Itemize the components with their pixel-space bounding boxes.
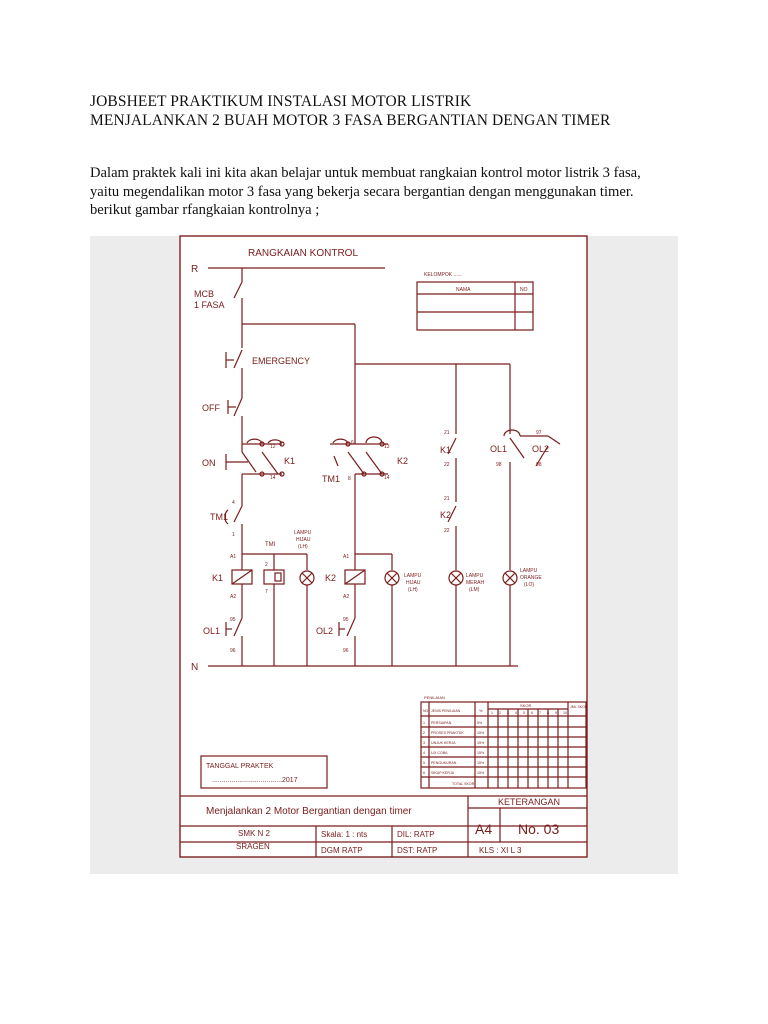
- svg-text:A2: A2: [230, 594, 237, 600]
- svg-text:KELOMPOK ......: KELOMPOK ......: [424, 272, 462, 278]
- k2-contact-label: K2: [397, 456, 409, 466]
- k1-coil-label: K1: [212, 573, 224, 583]
- svg-text:7: 7: [265, 589, 268, 595]
- circuit-heading: RANGKAIAN KONTROL: [248, 248, 359, 259]
- svg-text:SMK N 2: SMK N 2: [238, 829, 271, 838]
- criteria-name: UNJUK KERJA: [431, 741, 456, 745]
- svg-text:21: 21: [444, 496, 450, 502]
- svg-text:KETERANGAN: KETERANGAN: [498, 797, 561, 807]
- svg-text:Skala: 1 : nts: Skala: 1 : nts: [321, 830, 368, 839]
- svg-text:2: 2: [265, 562, 268, 568]
- intro-line-1: Dalam praktek kali ini kita akan belajar untuk membuat rangkaian kontrol motor listrik 3 fasa,: [90, 165, 641, 181]
- svg-text:(LM): (LM): [469, 587, 480, 593]
- total-skor-label: TOTAL SKOR: [452, 782, 475, 786]
- score-col-number: 2: [499, 711, 501, 715]
- svg-text:1: 1: [232, 532, 235, 538]
- score-col-number: 6: [531, 711, 533, 715]
- ol1-no-label: OL1: [490, 444, 508, 454]
- criteria-percent: 15%: [477, 761, 485, 765]
- drawing-caption: Menjalankan 2 Motor Bergantian dengan timer: [206, 806, 412, 817]
- ol2-no-label: OL2: [532, 444, 550, 454]
- svg-text:JENIS PENILAIAN: JENIS PENILAIAN: [431, 709, 461, 713]
- svg-text:KLS : XI L 3: KLS : XI L 3: [479, 846, 522, 855]
- tmi-label: TMI: [265, 542, 276, 548]
- score-col-number: 8: [547, 711, 549, 715]
- score-col-number: 4: [515, 711, 517, 715]
- mcb-label: MCB: [194, 289, 214, 299]
- on-label: ON: [202, 458, 216, 468]
- score-col-number: 5: [523, 711, 525, 715]
- svg-text:PENILAIAN: PENILAIAN: [424, 695, 445, 700]
- svg-text:SKOR: SKOR: [520, 703, 532, 708]
- sheet-size: A4: [475, 821, 493, 837]
- k2-nc-label: K2: [440, 510, 452, 520]
- rail-r-label: R: [191, 264, 199, 275]
- svg-text:13: 13: [384, 444, 390, 450]
- svg-text:8: 8: [348, 476, 351, 482]
- tm1-on-label: TM1: [322, 474, 340, 484]
- svg-text:TANGGAL PRAKTEK: TANGGAL PRAKTEK: [206, 763, 274, 770]
- title-line-2: MENJALANKAN 2 BUAH MOTOR 3 FASA BERGANTIAN DENGAN TIMER: [90, 112, 611, 129]
- svg-text:DGM RATP: DGM RATP: [321, 846, 363, 855]
- svg-text:12: 12: [270, 444, 276, 450]
- score-col-number: 7: [539, 711, 541, 715]
- svg-text:22: 22: [444, 462, 450, 468]
- ol2-label: OL2: [316, 626, 334, 636]
- svg-text:HIJAU: HIJAU: [406, 580, 421, 586]
- criteria-percent: 15%: [477, 751, 485, 755]
- svg-text:NAMA: NAMA: [456, 287, 471, 293]
- svg-text:JML SKOR: JML SKOR: [570, 705, 588, 709]
- svg-text:HIJAU: HIJAU: [296, 537, 311, 543]
- svg-text:SRAGEN: SRAGEN: [236, 842, 270, 851]
- svg-text:96: 96: [343, 648, 349, 654]
- svg-text:95: 95: [230, 617, 236, 623]
- emergency-label: EMERGENCY: [252, 356, 311, 366]
- svg-text:LAMPU: LAMPU: [294, 530, 312, 536]
- svg-text:98: 98: [536, 462, 542, 468]
- svg-text:(LH): (LH): [408, 587, 418, 593]
- k2-coil-label: K2: [325, 573, 337, 583]
- svg-text:A1: A1: [343, 554, 350, 560]
- k1-nc-label: K1: [440, 445, 452, 455]
- criteria-percent: 5%: [477, 721, 483, 725]
- score-col-number: 3: [507, 711, 509, 715]
- criteria-name: SIKAP KERJA: [431, 771, 455, 775]
- intro-line-3: berikut gambar rfangkaian kontrolnya ;: [90, 202, 320, 218]
- svg-text:MERAH: MERAH: [466, 580, 485, 586]
- off-label: OFF: [202, 403, 220, 413]
- svg-text:DIL: RATP: DIL: RATP: [397, 830, 435, 839]
- criteria-no: 5: [423, 761, 425, 765]
- svg-text:6: 6: [351, 440, 354, 446]
- intro-line-2: yaitu megendalikan motor 3 fasa yang bekerja secara bergantian dengan menggunakan timer.: [90, 183, 634, 200]
- criteria-name: PENGUKURAN: [431, 761, 457, 765]
- svg-text:4: 4: [232, 500, 235, 506]
- criteria-name: PROSES PRAKTEK: [431, 731, 464, 735]
- sheet-number: No. 03: [518, 821, 560, 837]
- svg-text:ORANGE: ORANGE: [520, 575, 542, 581]
- rail-n-label: N: [191, 662, 199, 673]
- svg-text:95: 95: [343, 617, 349, 623]
- criteria-percent: 15%: [477, 731, 485, 735]
- svg-text:..............................: ....................................2017: [212, 777, 298, 784]
- criteria-name: UJI COBA: [431, 751, 448, 755]
- svg-text:A2: A2: [343, 594, 350, 600]
- svg-text:14: 14: [384, 475, 390, 481]
- svg-text:14: 14: [270, 475, 276, 481]
- svg-text:A1: A1: [230, 554, 237, 560]
- score-col-number: 10: [563, 711, 567, 715]
- svg-text:97: 97: [536, 430, 542, 436]
- svg-text:NO: NO: [423, 709, 429, 713]
- criteria-no: 3: [423, 741, 425, 745]
- criteria-no: 4: [423, 751, 425, 755]
- svg-text:22: 22: [444, 528, 450, 534]
- criteria-no: 6: [423, 771, 425, 775]
- criteria-percent: 15%: [477, 771, 485, 775]
- svg-text:(LO): (LO): [524, 582, 534, 588]
- criteria-no: 2: [423, 731, 425, 735]
- svg-text:LAMPU: LAMPU: [404, 573, 422, 579]
- svg-text:21: 21: [444, 430, 450, 436]
- svg-text:(LH): (LH): [298, 544, 308, 550]
- title-line-1: JOBSHEET PRAKTIKUM INSTALASI MOTOR LISTRIK: [90, 93, 472, 110]
- svg-text:NO: NO: [520, 287, 528, 293]
- score-col-number: 1: [491, 711, 493, 715]
- tm1-label: TM1: [210, 512, 228, 522]
- svg-text:DST: RATP: DST: RATP: [397, 846, 438, 855]
- fasa-label: 1 FASA: [194, 300, 225, 310]
- score-col-number: 9: [555, 711, 557, 715]
- criteria-percent: 15%: [477, 741, 485, 745]
- k1-contact-label: K1: [284, 456, 296, 466]
- svg-text:%: %: [479, 708, 483, 713]
- svg-text:98: 98: [496, 462, 502, 468]
- criteria-name: PERSIAPAN: [431, 721, 452, 725]
- criteria-no: 1: [423, 721, 425, 725]
- svg-text:LAMPU: LAMPU: [466, 573, 484, 579]
- ol1-label: OL1: [203, 626, 221, 636]
- svg-text:96: 96: [230, 648, 236, 654]
- svg-text:LAMPU: LAMPU: [520, 568, 538, 574]
